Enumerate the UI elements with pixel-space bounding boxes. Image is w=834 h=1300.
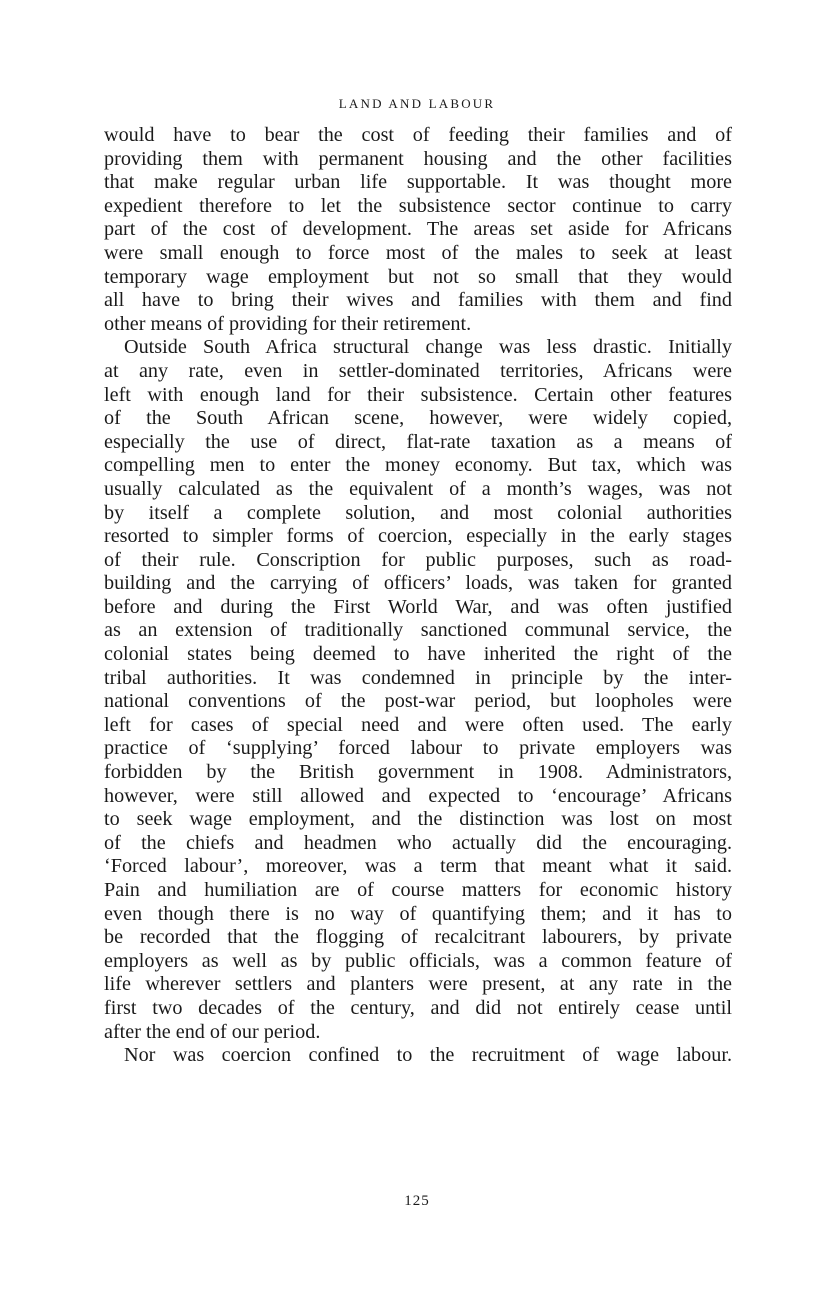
text-line: all have to bring their wives and families with them and find (104, 289, 732, 312)
text-line: building and the carrying of officers’ loads, was taken for granted (104, 572, 732, 595)
text-line: other means of providing for their retirement. (104, 312, 472, 335)
text-line: practice of ‘supplying’ forced labour to private employers was (104, 737, 732, 760)
running-head: LAND AND LABOUR (338, 96, 496, 111)
text-line: Pain and humiliation are of course matters for economic history (104, 879, 732, 901)
text-line: usually calculated as the equivalent of a month’s wages, was not (104, 477, 732, 500)
text-line: Nor was coercion confined to the recruitment of wage labour. (124, 1044, 732, 1067)
text-line: at any rate, even in settler-dominated territories, Africans were (104, 359, 732, 382)
text-line: by itself a complete solution, and most colonial authorities (104, 501, 732, 524)
text-line: life wherever settlers and planters were present, at any rate in the (104, 973, 732, 996)
text-line: compelling men to enter the money economy. But tax, which was (104, 454, 732, 477)
text-line: providing them with permanent housing and the other facilities (104, 147, 732, 170)
text-line: colonial states being deemed to have inherited the right of the (104, 643, 732, 666)
paragraph-3 (104, 1044, 732, 1068)
text-line: employers as well as by public officials, was a common feature of (104, 949, 732, 972)
text-line: especially the use of direct, flat-rate taxation as a means of (104, 430, 732, 453)
text-line: part of the cost of development. The areas set aside for Africans (104, 218, 732, 241)
text-line: of the chiefs and headmen who actually did the encouraging. (104, 831, 732, 854)
text-line: after the end of our period. (104, 1020, 321, 1043)
text-line: left for cases of special need and were often used. The early (104, 713, 732, 736)
paragraph-2 (104, 336, 732, 1044)
page-number: 125 (404, 1193, 430, 1209)
text-line: resorted to simpler forms of coercion, especially in the early stages (104, 525, 732, 548)
text-line: that make regular urban life supportable. It was thought more (104, 171, 732, 194)
text-line: however, were still allowed and expected to ‘encourage’ Africans (104, 784, 732, 807)
text-line: to seek wage employment, and the distinction was lost on most (104, 808, 732, 831)
text-line: even though there is no way of quantifying them; and it has to (104, 902, 732, 925)
text-line: left with enough land for their subsistence. Certain other features (104, 383, 732, 406)
text-line: temporary wage employment but not so small that they would (104, 265, 732, 288)
text-line: ‘Forced labour’, moreover, was a term that meant what it said. (104, 855, 732, 878)
text-line: be recorded that the flogging of recalcitrant labourers, by private (104, 926, 732, 949)
text-line: national conventions of the post-war period, but loopholes were (104, 690, 732, 713)
text-line: before and during the First World War, and was often justified (104, 595, 732, 618)
text-line: expedient therefore to let the subsistence sector continue to carry (104, 194, 732, 217)
text-line: first two decades of the century, and did not entirely cease until (104, 996, 732, 1019)
text-line: Outside South Africa structural change was less drastic. Initially (124, 336, 732, 359)
text-line: would have to bear the cost of feeding their families and of (104, 124, 732, 146)
text-line: of their rule. Conscription for public purposes, such as road- (104, 548, 732, 571)
text-line: of the South African scene, however, were widely copied, (104, 407, 732, 430)
text-line: as an extension of traditionally sanctioned communal service, the (104, 619, 732, 642)
text-line: were small enough to force most of the males to seek at least (104, 241, 732, 264)
paragraph-1 (104, 124, 732, 336)
body-text (104, 124, 732, 1068)
text-line: forbidden by the British government in 1908. Administrators, (104, 761, 732, 784)
text-line: tribal authorities. It was condemned in principle by the inter- (104, 666, 732, 689)
